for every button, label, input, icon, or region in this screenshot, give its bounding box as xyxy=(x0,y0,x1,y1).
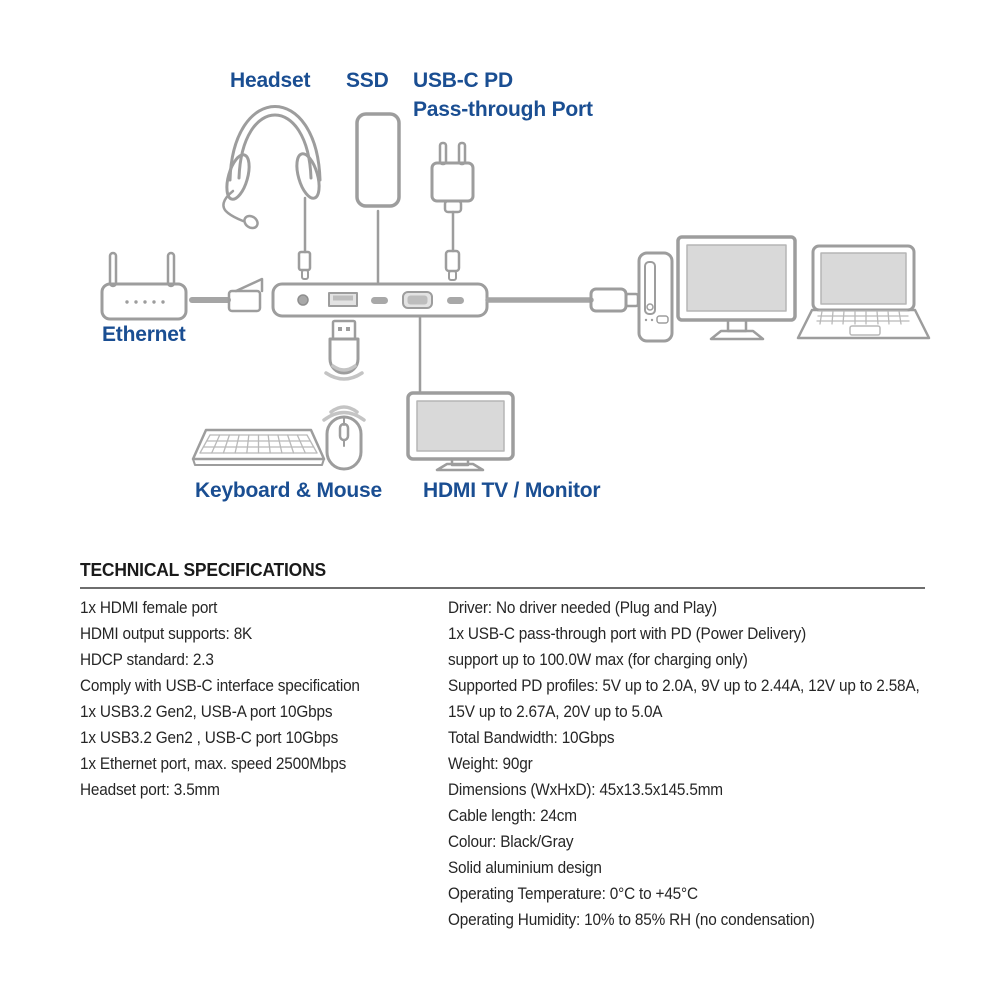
hdmi-tv-label: HDMI TV / Monitor xyxy=(423,479,601,502)
spec-line: 1x Ethernet port, max. speed 2500Mbps xyxy=(80,755,347,773)
spec-line: 1x USB-C pass-through port with PD (Power Delivery) xyxy=(448,625,807,643)
spec-line: Solid aluminium design xyxy=(448,859,602,877)
router-icon xyxy=(102,253,186,319)
usb-c-port-icon xyxy=(447,297,464,304)
hdmi-monitor-icon xyxy=(408,316,513,470)
spec-line: Operating Humidity: 10% to 85% RH (no condensation) xyxy=(448,911,815,929)
audio-jack-port-icon xyxy=(298,295,308,305)
spec-line: Cable length: 24cm xyxy=(448,807,577,825)
spec-line: support up to 100.0W max (for charging only) xyxy=(448,651,748,669)
usbc-pd-label-line2: Pass-through Port xyxy=(413,98,593,121)
spec-line: HDCP standard: 2.3 xyxy=(80,651,214,669)
laptop-icon xyxy=(798,246,929,338)
specs-right-column xyxy=(448,595,920,933)
specs-title: TECHNICAL SPECIFICATIONS xyxy=(80,560,326,580)
spec-line: Supported PD profiles: 5V up to 2.0A, 9V up to 2.44A, 12V up to 2.58A, xyxy=(448,677,920,695)
ssd-label: SSD xyxy=(346,69,389,92)
spec-line: Operating Temperature: 0°C to +45°C xyxy=(448,885,698,903)
spec-line: Colour: Black/Gray xyxy=(448,833,574,851)
spec-line: Weight: 90gr xyxy=(448,755,533,773)
spec-line: HDMI output supports: 8K xyxy=(80,625,253,643)
technical-specifications-section xyxy=(80,560,925,929)
spec-line: 1x HDMI female port xyxy=(80,599,218,617)
spec-line: 1x USB3.2 Gen2, USB-A port 10Gbps xyxy=(80,703,333,721)
keyboard-mouse-label: Keyboard & Mouse xyxy=(195,479,382,502)
spec-line: Total Bandwidth: 10Gbps xyxy=(448,729,615,747)
mouse-icon xyxy=(327,417,361,469)
headset-icon xyxy=(223,107,324,280)
rj45-connector-icon xyxy=(192,279,262,311)
spec-line: Comply with USB-C interface specification xyxy=(80,677,360,695)
usbc-pd-label xyxy=(413,66,593,124)
ssd-icon xyxy=(357,114,399,282)
usbc-pd-label-line1: USB-C PD xyxy=(413,69,513,92)
usb-c-cable-icon xyxy=(488,289,638,311)
monitor-icon xyxy=(678,237,795,339)
headset-label: Headset xyxy=(230,69,311,92)
specs-divider xyxy=(80,587,925,589)
spec-line: 1x USB3.2 Gen2 , USB-C port 10Gbps xyxy=(80,729,339,747)
spec-line: Headset port: 3.5mm xyxy=(80,781,220,799)
dock-icon xyxy=(273,284,487,316)
spec-line: Dimensions (WxHxD): 45x13.5x145.5mm xyxy=(448,781,723,799)
ethernet-label: Ethernet xyxy=(102,323,186,346)
power-plug-icon xyxy=(432,143,473,280)
specs-left-column xyxy=(80,595,360,803)
usb-a-port-icon xyxy=(329,293,357,306)
desktop-tower-icon xyxy=(639,253,672,341)
spec-line: Driver: No driver needed (Plug and Play) xyxy=(448,599,717,617)
usb-c-port-icon xyxy=(371,297,388,304)
spec-line: 15V up to 2.67A, 20V up to 5.0A xyxy=(448,703,663,721)
hdmi-port-icon xyxy=(403,292,432,308)
keyboard-icon xyxy=(193,430,324,465)
